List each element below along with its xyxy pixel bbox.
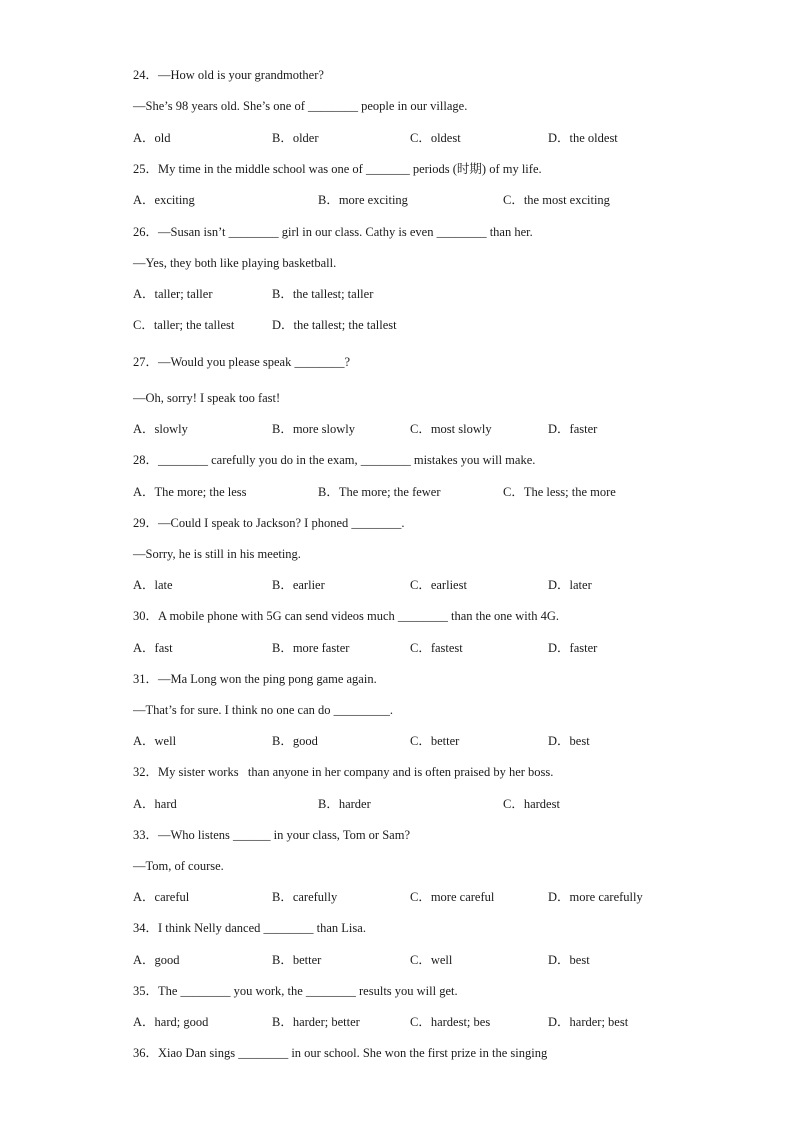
answer-option: A．good	[133, 953, 180, 967]
answer-option: A．late	[133, 578, 173, 592]
answer-option: C．taller; the tallest	[133, 318, 235, 332]
answer-option: B．more slowly	[272, 422, 355, 436]
answer-option: A．exciting	[133, 193, 195, 207]
answer-option: D．best	[548, 734, 590, 748]
answer-option: A．hard; good	[133, 1015, 209, 1029]
answer-option: D．faster	[548, 422, 598, 436]
answer-option: D．later	[548, 578, 592, 592]
answer-option: B．more exciting	[318, 193, 408, 207]
answer-option: A．fast	[133, 641, 173, 655]
question-line: 24．—How old is your grandmother?	[133, 68, 324, 82]
answer-option: B．harder	[318, 797, 371, 811]
answer-option: D．faster	[548, 641, 598, 655]
question-line: 31．—Ma Long won the ping pong game again.	[133, 672, 377, 686]
answer-option: B．older	[272, 131, 319, 145]
answer-option: B．good	[272, 734, 318, 748]
question-line: 28．________ carefully you do in the exam, ________ mistakes you will make.	[133, 453, 536, 467]
answer-option: A．The more; the less	[133, 485, 247, 499]
answer-option: A．slowly	[133, 422, 188, 436]
answer-option: C．well	[410, 953, 453, 967]
question-line: —Oh, sorry! I speak too fast!	[133, 391, 281, 405]
question-line: —She’s 98 years old. She’s one of ________ people in our village.	[133, 99, 468, 113]
answer-option: B．the tallest; taller	[272, 287, 374, 301]
question-line: —Yes, they both like playing basketball.	[133, 256, 337, 270]
question-line: 29．—Could I speak to Jackson? I phoned ________.	[133, 516, 405, 530]
answer-option: C．more careful	[410, 890, 495, 904]
answer-option: C．hardest; bes	[410, 1015, 491, 1029]
answer-option: C．hardest	[503, 797, 560, 811]
answer-option: D．harder; best	[548, 1015, 629, 1029]
answer-option: B．better	[272, 953, 322, 967]
answer-option: C．most slowly	[410, 422, 492, 436]
answer-option: D．more carefully	[548, 890, 643, 904]
question-line: —That’s for sure. I think no one can do _________.	[133, 703, 394, 717]
question-line: 30．A mobile phone with 5G can send videos much ________ than the one with 4G.	[133, 609, 559, 623]
answer-option: C．oldest	[410, 131, 461, 145]
question-line: 25．My time in the middle school was one of _______ periods (时期) of my life.	[133, 162, 542, 176]
question-line: 26．—Susan isn’t ________ girl in our class. Cathy is even ________ than her.	[133, 225, 533, 239]
question-line: 27．—Would you please speak ________?	[133, 355, 351, 369]
question-line: —Tom, of course.	[133, 859, 224, 873]
question-line: 33．—Who listens ______ in your class, Tom or Sam?	[133, 828, 410, 842]
answer-option: C．fastest	[410, 641, 463, 655]
answer-option: B．earlier	[272, 578, 325, 592]
answer-option: C．the most exciting	[503, 193, 610, 207]
question-line: 35．The ________ you work, the ________ results you will get.	[133, 984, 458, 998]
answer-option: D．the oldest	[548, 131, 618, 145]
question-line: —Sorry, he is still in his meeting.	[133, 547, 301, 561]
answer-option: A．old	[133, 131, 171, 145]
answer-option: C．better	[410, 734, 460, 748]
answer-option: A．hard	[133, 797, 177, 811]
answer-option: D．best	[548, 953, 590, 967]
question-line: 32．My sister works than anyone in her company and is often praised by her boss.	[133, 765, 554, 779]
answer-option: B．more faster	[272, 641, 350, 655]
question-line: 34．I think Nelly danced ________ than Lisa.	[133, 921, 366, 935]
answer-option: B．carefully	[272, 890, 338, 904]
answer-option: D．the tallest; the tallest	[272, 318, 397, 332]
answer-option: A．taller; taller	[133, 287, 213, 301]
answer-option: A．careful	[133, 890, 190, 904]
answer-option: B．harder; better	[272, 1015, 360, 1029]
answer-option: C．The less; the more	[503, 485, 616, 499]
answer-option: C．earliest	[410, 578, 467, 592]
answer-option: A．well	[133, 734, 177, 748]
question-line: 36．Xiao Dan sings ________ in our school. She won the first prize in the singing	[133, 1046, 548, 1060]
answer-option: B．The more; the fewer	[318, 485, 441, 499]
